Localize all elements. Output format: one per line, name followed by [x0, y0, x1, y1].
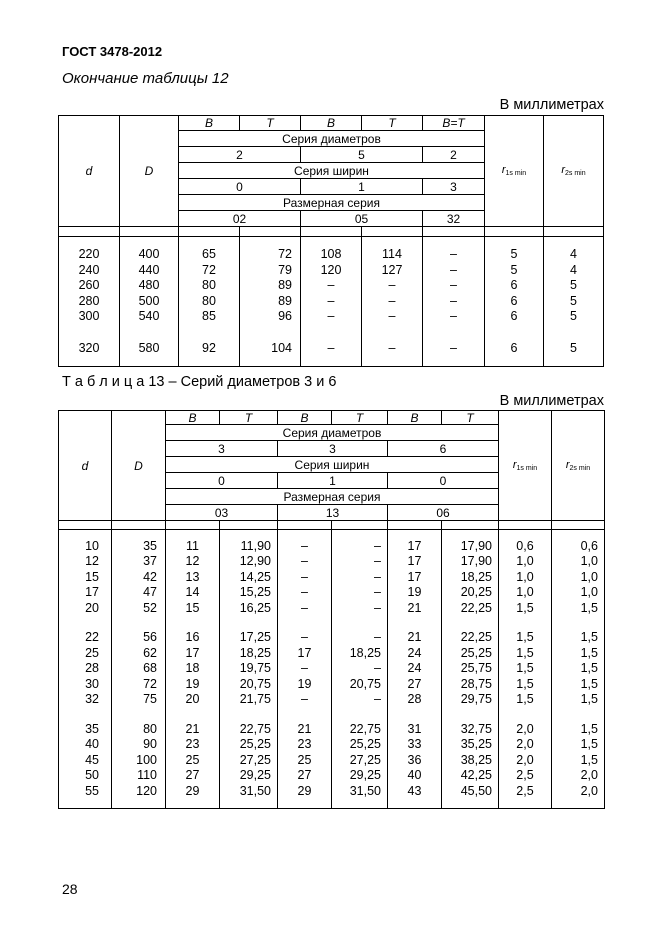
col-header-D: D	[120, 116, 179, 227]
table-cell: 22,25	[460, 630, 492, 645]
table-cell: 11,90	[240, 538, 271, 553]
table-cell: 23	[297, 737, 312, 752]
table-cell: –	[450, 309, 457, 323]
table-cell: 20,75	[239, 676, 271, 691]
table-cell: 0,6	[516, 538, 534, 553]
table-cell: 80	[202, 278, 216, 292]
table-cell: 1,5	[580, 752, 598, 767]
table-cell: 33	[407, 737, 422, 752]
table-cell: –	[327, 293, 335, 308]
table-cell: 2,0	[580, 768, 598, 783]
column-values	[332, 530, 388, 809]
table-cell: 72	[143, 676, 157, 691]
table-cell: 17,25	[239, 630, 271, 645]
col-header-r2s: $r_{2s min}$	[544, 116, 604, 227]
table13-title: Т а б л и ц а 13 – Серий диаметров 3 и 6	[62, 374, 337, 390]
table-cell: 27	[407, 676, 422, 691]
table-cell: 220	[78, 247, 100, 261]
table-cell: 1,5	[516, 630, 534, 645]
table-cell: 20,25	[460, 585, 492, 600]
table-cell: 21,75	[239, 692, 271, 707]
table-cell: 5	[510, 262, 518, 277]
table-cell: –	[374, 554, 381, 569]
table-cell: –	[450, 293, 457, 308]
table-cell: –	[388, 340, 396, 355]
table-cell: 35,25	[460, 737, 492, 752]
table-cell: 20	[85, 600, 99, 615]
table-cell: 1,5	[516, 661, 534, 676]
table-cell: 25	[85, 645, 99, 660]
table-cell: 20,75	[349, 676, 381, 691]
table-cell: 36	[407, 752, 422, 767]
table-cell: –	[388, 293, 396, 308]
table-cell: 22,75	[349, 721, 381, 736]
table-cell: 28,75	[460, 676, 492, 691]
table-cell: 19	[407, 585, 422, 600]
table-cell: 47	[143, 585, 157, 600]
table-cell: –	[388, 278, 396, 292]
table-cell: –	[450, 340, 457, 355]
table-cell: 2,5	[516, 783, 534, 798]
size-series-label: Размерная серия	[179, 195, 485, 211]
table-cell: 17	[407, 569, 422, 584]
table-cell: 55	[85, 783, 99, 798]
table-cell: –	[374, 569, 381, 584]
table-cell: 18,25	[349, 645, 381, 660]
table-cell: 14,25	[239, 569, 271, 584]
table-cell: 21	[185, 721, 200, 736]
table-cell: 15	[185, 600, 200, 615]
table-cell: 15,25	[239, 585, 271, 600]
table-cell: 15	[85, 569, 99, 584]
table-cell: 29,25	[349, 768, 381, 783]
table-cell: 4	[570, 262, 577, 277]
table-cell: 1,0	[580, 569, 598, 584]
table-cell: 12,90	[239, 554, 271, 569]
table-cell: 32,75	[460, 721, 492, 736]
column-values	[499, 530, 552, 809]
table-cell: 2,5	[516, 768, 534, 783]
width-series-value: 0	[166, 473, 278, 489]
table-cell: 0,6	[580, 538, 598, 553]
table-cell: –	[450, 278, 457, 292]
table-cell: 6	[510, 340, 518, 355]
table-cell: 80	[202, 293, 216, 308]
width-series-value: 3	[423, 179, 485, 195]
table-cell: –	[327, 340, 335, 355]
table-cell: 5	[570, 278, 577, 292]
table-cell: 240	[78, 262, 100, 277]
table-cell: 17	[297, 645, 312, 660]
table-cell: 38,25	[460, 752, 492, 767]
table-cell: 1,5	[516, 645, 534, 660]
diameter-series-value: 6	[388, 441, 499, 457]
column-values	[423, 237, 485, 367]
table-cell: 1,0	[516, 585, 534, 600]
table-cell: 96	[278, 309, 292, 323]
table-cell: –	[301, 585, 308, 600]
table-cell: 85	[202, 309, 216, 323]
table-cell: 28	[85, 661, 99, 676]
table-13	[58, 410, 605, 809]
column-values	[552, 530, 605, 809]
table-cell: –	[301, 569, 308, 584]
width-series-value: 0	[388, 473, 499, 489]
table-cell: –	[301, 600, 308, 615]
table-cell: 1,0	[516, 554, 534, 569]
table-cell: 56	[143, 630, 157, 645]
table-cell: 27,25	[349, 752, 381, 767]
table-cell: –	[301, 630, 308, 645]
table-cell: 1,5	[580, 645, 598, 660]
table-continuation-title: Окончание таблицы 12	[62, 70, 229, 87]
table-cell: 104	[271, 340, 292, 355]
table-cell: 1,5	[580, 721, 598, 736]
table-cell: 540	[138, 309, 160, 323]
table-cell: 580	[138, 340, 160, 355]
table-cell: 108	[320, 247, 342, 261]
table-cell: 1,5	[580, 692, 598, 707]
table-cell: 5	[510, 247, 518, 261]
column-values	[59, 530, 112, 809]
table-cell: 6	[510, 309, 518, 323]
table-cell: 19	[185, 676, 200, 691]
table-cell: 21	[407, 600, 422, 615]
table-cell: 89	[278, 278, 292, 292]
col-header-T: T	[220, 411, 278, 425]
column-values	[301, 237, 362, 367]
table-cell: 68	[143, 661, 157, 676]
table-cell: 28	[407, 692, 422, 707]
col-header-d: d	[59, 411, 112, 521]
column-values	[220, 530, 278, 809]
table-cell: 6	[510, 278, 518, 292]
table-cell: 2,0	[516, 721, 534, 736]
table-cell: 5	[570, 340, 577, 355]
table-cell: –	[450, 262, 457, 277]
table-cell: –	[374, 661, 381, 676]
table-cell: 19	[297, 676, 312, 691]
width-series-value: 1	[301, 179, 423, 195]
col-header-r2s: $r_{2s min}$	[552, 411, 605, 521]
table-cell: 25,25	[239, 737, 271, 752]
column-values	[240, 237, 301, 367]
table-cell: 25,25	[349, 737, 381, 752]
column-values	[388, 530, 442, 809]
diameter-series-value: 2	[423, 147, 485, 163]
table13-unit: В миллиметрах	[499, 393, 604, 409]
table-cell: 72	[278, 247, 292, 261]
table-cell: 25	[185, 752, 200, 767]
table-cell: 25,25	[460, 645, 492, 660]
table-12	[58, 115, 604, 367]
col-header-B-eq-T: B=T	[423, 116, 485, 131]
table-cell: 10	[85, 538, 99, 553]
table-cell: –	[450, 247, 457, 261]
table-cell: 18,25	[239, 645, 271, 660]
table-cell: 25	[297, 752, 312, 767]
table-cell: 92	[202, 340, 216, 355]
table-cell: 27,25	[239, 752, 271, 767]
table-cell: 1,5	[580, 600, 598, 615]
diameter-series-label: Серия диаметров	[179, 131, 485, 147]
table-cell: 25,75	[460, 661, 492, 676]
table-cell: 1,5	[580, 661, 598, 676]
page-number: 28	[62, 881, 78, 897]
table-cell: 13	[185, 569, 200, 584]
size-series-value: 32	[423, 211, 485, 227]
diameter-series-label: Серия диаметров	[166, 425, 499, 441]
table-cell: 24	[407, 661, 422, 676]
table-cell: 14	[185, 585, 200, 600]
table-cell: 37	[143, 554, 157, 569]
table-cell: 22,75	[239, 721, 271, 736]
width-series-value: 0	[179, 179, 301, 195]
table-cell: 42,25	[460, 768, 492, 783]
col-header-B: B	[179, 116, 240, 131]
col-header-B: B	[278, 411, 332, 425]
table-cell: 1,0	[516, 569, 534, 584]
table-cell: 100	[136, 752, 157, 767]
diameter-series-value: 2	[179, 147, 301, 163]
table-cell: –	[301, 692, 308, 707]
table-cell: –	[301, 661, 308, 676]
column-values	[544, 237, 604, 367]
column-values	[112, 530, 166, 809]
table-cell: –	[374, 692, 381, 707]
column-values	[442, 530, 499, 809]
table-cell: 89	[278, 293, 292, 308]
table-cell: 80	[143, 721, 157, 736]
table-cell: 19,75	[239, 661, 271, 676]
table-cell: 300	[78, 309, 100, 323]
table12-unit: В миллиметрах	[499, 97, 604, 113]
table-cell: 114	[382, 247, 402, 261]
size-series-value: 13	[278, 505, 388, 521]
table-cell: 17,90	[460, 554, 492, 569]
column-values	[278, 530, 332, 809]
table-cell: 17	[407, 538, 422, 553]
diameter-series-value: 3	[278, 441, 388, 457]
table-cell: 35	[85, 721, 99, 736]
col-header-T: T	[240, 116, 301, 131]
table-13-body	[59, 530, 605, 809]
table-cell: 1,5	[580, 630, 598, 645]
table-cell: 17,90	[460, 538, 492, 553]
table-cell: 52	[143, 600, 157, 615]
width-series-value: 1	[278, 473, 388, 489]
table-cell: 127	[381, 262, 403, 277]
table-cell: 27	[297, 768, 312, 783]
table-cell: 120	[320, 262, 342, 277]
table-cell: 1,5	[516, 676, 534, 691]
table-cell: 2,0	[580, 783, 598, 798]
table-cell: 5	[570, 293, 577, 308]
column-values	[362, 237, 423, 367]
table-cell: –	[327, 309, 335, 323]
table-cell: 500	[138, 293, 160, 308]
table-cell: 1,0	[580, 585, 598, 600]
table-cell: 18	[185, 661, 200, 676]
table-cell: 40	[407, 768, 422, 783]
table-cell: 31	[407, 721, 422, 736]
table-cell: 21	[407, 630, 422, 645]
table-12-body	[59, 237, 604, 367]
table-cell: 17	[185, 645, 200, 660]
table-cell: 4	[570, 247, 577, 261]
col-header-B: B	[388, 411, 442, 425]
size-series-value: 03	[166, 505, 278, 521]
table-cell: 120	[136, 783, 157, 798]
table-cell: 32	[85, 692, 99, 707]
table-cell: 45	[85, 752, 99, 767]
table-cell: 1,5	[516, 600, 534, 615]
width-series-label: Серия ширин	[166, 457, 499, 473]
table-cell: 6	[510, 293, 518, 308]
col-header-T: T	[442, 411, 499, 425]
table-cell: 50	[85, 768, 99, 783]
table-cell: 260	[78, 278, 100, 292]
col-header-B: B	[301, 116, 362, 131]
table-cell: 2,0	[516, 737, 534, 752]
table-cell: 43	[407, 783, 422, 798]
table-cell: 16	[185, 630, 200, 645]
table-cell: 11	[186, 538, 199, 553]
table-cell: 62	[143, 645, 157, 660]
table-cell: –	[374, 600, 381, 615]
table-cell: 21	[297, 721, 312, 736]
table-cell: –	[327, 278, 335, 292]
size-series-value: 05	[301, 211, 423, 227]
table-cell: 35	[143, 538, 157, 553]
table-cell: 110	[137, 768, 157, 783]
col-header-r1s: $r_{1s min}$	[485, 116, 544, 227]
table-cell: 29,25	[239, 768, 271, 783]
table-cell: 2,0	[516, 752, 534, 767]
column-values	[179, 237, 240, 367]
diameter-series-value: 5	[301, 147, 423, 163]
table-cell: 5	[570, 309, 577, 323]
table-cell: 24	[407, 645, 422, 660]
table-cell: 16,25	[239, 600, 271, 615]
column-values	[120, 237, 179, 367]
col-header-D: D	[112, 411, 166, 521]
table-cell: 17	[85, 585, 99, 600]
table-cell: 29	[185, 783, 200, 798]
width-series-label: Серия ширин	[179, 163, 485, 179]
column-values	[59, 237, 120, 367]
table-cell: –	[374, 538, 381, 553]
table-cell: 65	[202, 247, 216, 261]
column-values	[485, 237, 544, 367]
table-cell: 22	[85, 630, 99, 645]
column-values	[166, 530, 220, 809]
table-cell: 40	[85, 737, 99, 752]
table-cell: 72	[202, 262, 216, 277]
table-cell: –	[301, 538, 308, 553]
table-cell: 400	[138, 247, 160, 261]
table-cell: –	[374, 630, 381, 645]
size-series-value: 02	[179, 211, 301, 227]
table-cell: 27	[185, 768, 200, 783]
table-cell: 18,25	[460, 569, 492, 584]
table-cell: 29	[297, 783, 312, 798]
table-cell: 23	[185, 737, 200, 752]
diameter-series-value: 3	[166, 441, 278, 457]
table-cell: 75	[143, 692, 157, 707]
table-cell: 42	[143, 569, 157, 584]
table-cell: 280	[78, 293, 100, 308]
table-cell: 30	[85, 676, 99, 691]
table-cell: 22,25	[460, 600, 492, 615]
table-cell: 31,50	[239, 783, 271, 798]
table-cell: 1,5	[580, 676, 598, 691]
table-cell: 31,50	[349, 783, 381, 798]
table-cell: 440	[138, 262, 160, 277]
size-series-label: Размерная серия	[166, 489, 499, 505]
table-cell: 12	[85, 554, 99, 569]
table-cell: 17	[407, 554, 422, 569]
table-cell: 1,5	[516, 692, 534, 707]
table-cell: 320	[78, 340, 100, 355]
table-cell: –	[388, 309, 396, 323]
table-cell: 12	[185, 554, 200, 569]
table-cell: 29,75	[460, 692, 492, 707]
table-cell: –	[374, 585, 381, 600]
col-header-T: T	[332, 411, 388, 425]
col-header-T: T	[362, 116, 423, 131]
size-series-value: 06	[388, 505, 499, 521]
table-cell: 45,50	[460, 783, 492, 798]
table-cell: 90	[143, 737, 157, 752]
table-cell: 1,5	[580, 737, 598, 752]
col-header-r1s: $r_{1s min}$	[499, 411, 552, 521]
table-cell: 480	[138, 278, 160, 292]
document-code: ГОСТ 3478-2012	[62, 44, 163, 59]
col-header-d: d	[59, 116, 120, 227]
table-cell: 79	[278, 262, 292, 277]
col-header-B: B	[166, 411, 220, 425]
table-cell: 20	[185, 692, 200, 707]
table-cell: –	[301, 554, 308, 569]
table-cell: 1,0	[580, 554, 598, 569]
